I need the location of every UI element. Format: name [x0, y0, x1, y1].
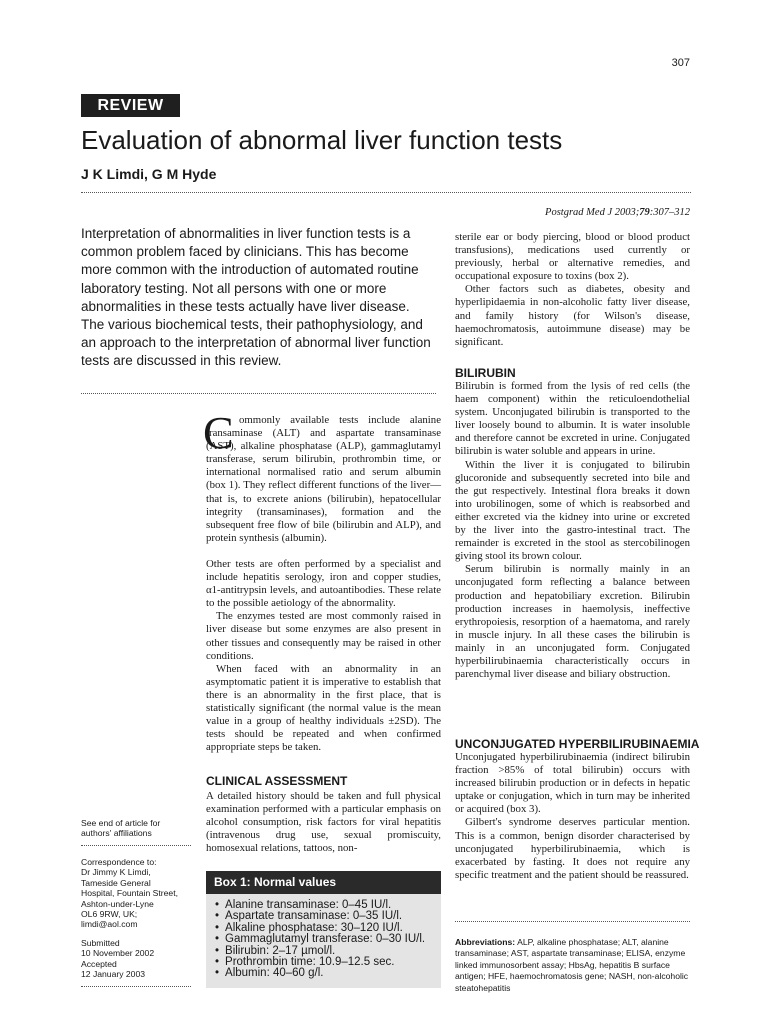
- correspondence-line: Tameside General: [81, 877, 151, 888]
- affiliation-note: See end of article for authors' affiliations: [81, 818, 161, 839]
- submission-dates: [81, 938, 191, 980]
- accepted-label: Accepted: [81, 958, 117, 969]
- drop-cap: C: [203, 407, 234, 458]
- citation: [450, 207, 690, 218]
- correspondence-line: Hospital, Fountain Street,: [81, 888, 178, 899]
- unconjugated-paragraph-2: Gilbert's syndrome deserves particular mention. This is a common, benign disorder characterised by unconjugated hyperbilirubinaemia, which is exacerbated by fasting. It does not require any specific treatment and the patient should be reassured.: [455, 816, 690, 881]
- correspondence-block: [81, 857, 191, 930]
- unconjugated-paragraph-1: Unconjugated hyperbilirubinaemia (indirect bilirubin fraction >85% of total bilirubin) occurs with increased bilirubin production or in defects in hepatic uptake or conjugation, which in turn may be inherited or acquired (box 3).: [455, 751, 690, 816]
- history-continued: [455, 231, 690, 349]
- citation-volume: 79: [639, 207, 650, 218]
- unconjugated-text: [455, 751, 690, 882]
- normal-values-box: [206, 871, 441, 988]
- abstract-divider: [81, 393, 436, 394]
- abbreviations: [455, 937, 690, 994]
- correspondence-line: Dr Jimmy K Limdi,: [81, 867, 151, 878]
- bilirubin-paragraph-2: Within the liver it is conjugated to bilirubin glucoronide and subsequently secreted into bile and the gut respectively. Intestinal flora breaks it down into urobilinogen, some of which is reabsorbed and either excreted via the kidney into urine or excreted by the liver into the gastro-intestinal tract. The remainder is excreted in the stool as stercobilinogen giving stool its brown colour.: [455, 458, 690, 563]
- sidebar-divider: [81, 986, 191, 987]
- citation-pages: :307–312: [649, 207, 690, 218]
- intro-paragraph-4: When faced with an abnormality in an asymptomatic patient it is imperative to establish that there is an abnormality in the first place, that is statistically significant (the normal value is the mean value in a group of healthy individuals ±2SD). The tests should be repeated and when confirmed appropriate steps be taken.: [206, 662, 441, 754]
- unconjugated-heading: UNCONJUGATED HYPERBILIRUBINAEMIA: [455, 737, 700, 751]
- abstract: Interpretation of abnormalities in liver function tests is a common problem faced by clinicians. This has become more common with the introduction of automated routine laboratory testing. Not all persons with one or more abnormalities in these tests actually have liver disease. The various biochemical tests, their pathophysiology, and an approach to the interpretation of abnormal liver function tests are discussed in this review.: [81, 226, 431, 369]
- normal-value-item: • Aspartate transaminase: 0–35 IU/l.: [215, 911, 425, 922]
- citation-journal: Postgrad Med J: [545, 207, 613, 218]
- accepted-date: 12 January 2003: [81, 969, 146, 980]
- bilirubin-paragraph-1: Bilirubin is formed from the lysis of red cells (the haem component) within the reticuloendothelial system. Unconjugated bilirubin is transported to the liver loosely bound to albumin. It is water insoluble and therefore cannot be excreted in urine. Conjugated bilirubin is water soluble and appears in urine.: [455, 380, 690, 458]
- bilirubin-text: [455, 380, 690, 681]
- abbreviations-divider: [455, 921, 690, 922]
- normal-values-list: [215, 900, 425, 980]
- normal-value-item: • Prothrombin time: 10.9–12.5 sec.: [215, 957, 425, 968]
- submitted-label: Submitted: [81, 938, 120, 948]
- intro-paragraph-2: Other tests are often performed by a specialist and include hepatitis serology, iron and copper studies, α1-antitrypsin levels, and autoantibodies. These relate to the possible aetiology of the abnormality.: [206, 558, 441, 610]
- page-number: 307: [671, 57, 690, 69]
- correspondence-email[interactable]: limdi@aol.com: [81, 919, 138, 930]
- normal-value-item: • Alkaline phosphatase: 30–120 IU/l.: [215, 923, 425, 934]
- bilirubin-paragraph-3: Serum bilirubin is normally mainly in an unconjugated form reflecting a balance between production and hepatobiliary excretion. Bilirubin production increases in haemolysis, ineffective erythropoiesis, resorption of a haematoma, and rarely in muscle injury. In all these cases the bilirubin is mainly in an unconjugated form. Conjugated hyperbilirubinaemia characteristically occurs in parenchymal liver disease and biliary obstruction.: [455, 563, 690, 681]
- header-divider: [81, 192, 691, 193]
- clinical-assessment-paragraph: A detailed history should be taken and full physical examination performed with a particular emphasis on alcohol consumption, risk factors for viral hepatitis (intravenous drug use, sexual promiscuity, homosexual relations, tattoos, non-: [206, 790, 441, 855]
- intro-paragraph-3: The enzymes tested are most commonly raised in liver disease but some enzymes are also present in other tissues and consequently may be raised in other conditions.: [206, 610, 441, 662]
- normal-value-item: • Bilirubin: 2–17 µmol/l.: [215, 946, 425, 957]
- sidebar-divider: [81, 845, 191, 846]
- abbreviations-text: ALP, alkaline phosphatase; ALT, alanine transaminase; AST, aspartate transaminase; ELISA, enzyme linked immunosorbent assay; HbsAg, hepatitis B surface antigen; HFE, haemochromatosis gene; NASH, non-alcoholic steatohepatitis: [455, 937, 689, 993]
- correspondence-line: OL6 9RW, UK;: [81, 909, 138, 920]
- correspondence-line: Ashton-under-Lyne: [81, 898, 154, 909]
- normal-value-item: • Alanine transaminase: 0–45 IU/l.: [215, 900, 425, 911]
- normal-value-item: • Gammaglutamyl transferase: 0–30 IU/l.: [215, 934, 425, 945]
- abbreviations-label: Abbreviations:: [455, 937, 516, 947]
- clinical-assessment-text: [206, 790, 441, 855]
- intro-continued: [206, 558, 441, 754]
- citation-year: 2003;: [614, 207, 640, 218]
- bilirubin-heading: BILIRUBIN: [455, 366, 516, 380]
- intro-paragraph-1: ommonly available tests include alanine transaminase (ALT) and aspartate transaminase (AST), alkaline phosphatase (ALP), gammaglutamyl transferase, serum bilirubin, prothrombin time, or international normalised ratio and serum albumin (box 1). They reflect different functions of the liver—that is, to excrete anions (bilirubin), hepatocellular integrity (transaminases), formation and the subsequent free flow of bile (bilirubin and ALP), and protein synthesis (albumin).: [206, 414, 441, 544]
- section-label: REVIEW: [81, 94, 180, 117]
- article-authors: J K Limdi, G M Hyde: [81, 166, 217, 182]
- history-paragraph-2: Other factors such as diabetes, obesity and hyperlipidaemia in non-alcoholic fatty liver disease, and family history (for Wilson's disease, haemochromatosis, autoimmune disease) may be significant.: [455, 283, 690, 348]
- clinical-assessment-heading: CLINICAL ASSESSMENT: [206, 774, 348, 788]
- history-paragraph-1: sterile ear or body piercing, blood or blood product transfusions), medications used currently or previously, herbal or alternative remedies, and occupational exposure to toxins (box 2).: [455, 231, 690, 283]
- submitted-date: 10 November 2002: [81, 948, 155, 959]
- normal-values-box-title: Box 1: Normal values: [206, 871, 441, 894]
- correspondence-line: Correspondence to:: [81, 857, 157, 867]
- intro-text: [206, 414, 441, 545]
- normal-value-item: • Albumin: 40–60 g/l.: [215, 968, 425, 979]
- article-title: Evaluation of abnormal liver function tests: [81, 125, 563, 155]
